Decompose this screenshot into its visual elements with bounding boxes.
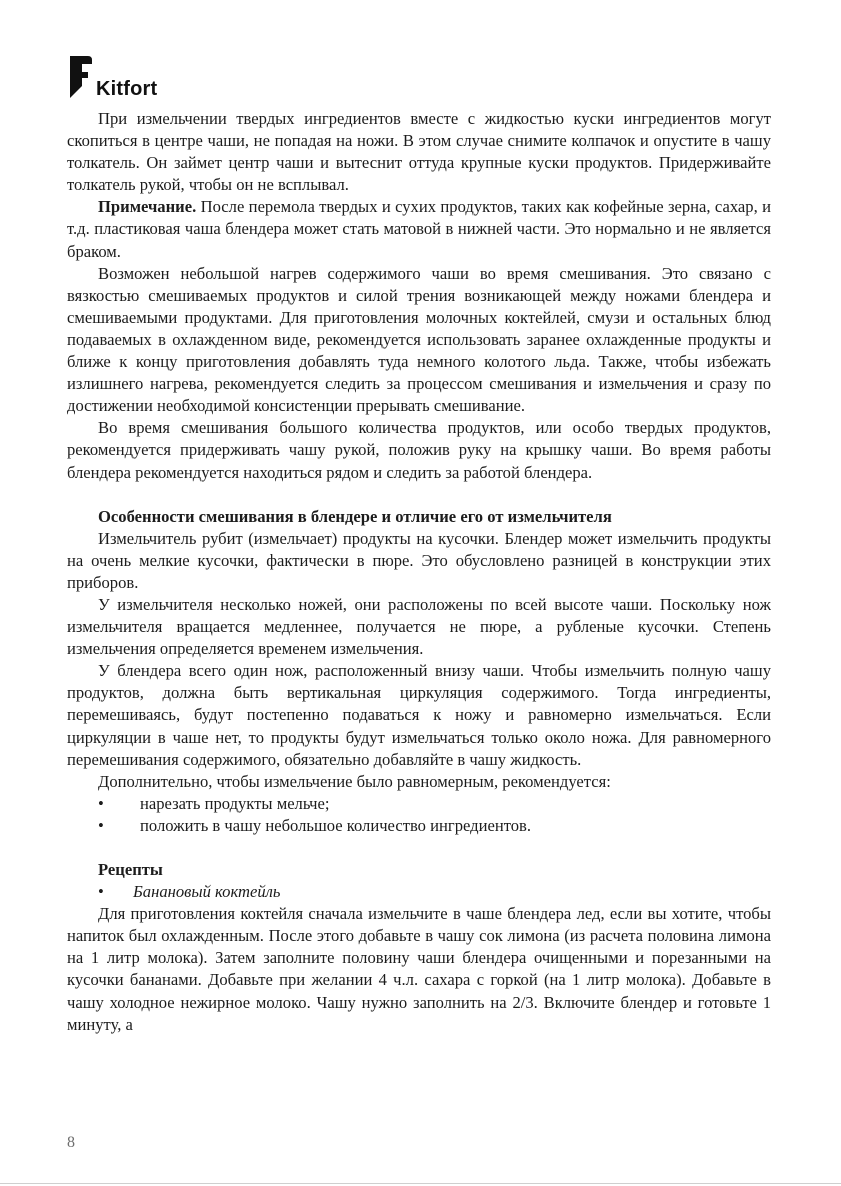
section-heading: Рецепты (98, 860, 163, 879)
list-item-text: нарезать продукты мельче; (140, 793, 330, 813)
brand-name: Kitfort (96, 78, 158, 100)
paragraph: У блендера всего один нож, расположенный внизу чаши. Чтобы измельчить полную чашу продуктов, должна быть вертикальная циркуляция содержимого. Тогда ингредиенты, перемешиваясь, будут постепенно подаваться к ножу и равномерно измельчаться. Если циркуляции в чаше нет, то продукты будут измельчаться только около ножа. Для равномерного перемешивания содержимого, обязательно добавляйте в чашу жидкость. (67, 661, 771, 769)
kitfort-logo-mark-icon (66, 52, 96, 100)
paragraph: У измельчителя несколько ножей, они расположены по всей высоте чаши. Поскольку нож измельчителя вращается медленнее, получается не пюре, а рубленые кусочки. Степень измельчения определяется временем измельчения. (67, 594, 771, 659)
page-number: 8 (67, 1134, 75, 1151)
bottom-divider (0, 1183, 841, 1184)
paragraph: Измельчитель рубит (измельчает) продукты на кусочки. Блендер может измельчить продукты на очень мелкие кусочки, фактически в пюре. Это обусловлено разницей в конструкции этих приборов. (67, 528, 771, 592)
note-label: Примечание. (98, 197, 197, 217)
bullet-icon: • (98, 882, 104, 902)
recipe-title (67, 881, 771, 903)
note-paragraph (67, 196, 771, 262)
bullet-icon: • (98, 793, 104, 813)
section-heading: Особенности смешивания в блендере и отличие его от измельчителя (98, 506, 612, 526)
paragraph: При измельчении твердых ингредиентов вместе с жидкостью куски ингредиентов могут скопиться в центре чаши, не попадая на ножи. В этом случае снимите колпачок и опустите в чашу толкатель. Он займет центр чаши и вытеснит оттуда крупные куски продуктов. Придерживайте толкатель рукой, чтобы он не всплывал. (67, 109, 771, 195)
brand-logo (66, 52, 176, 102)
paragraph: Возможен небольшой нагрев содержимого чаши во время смешивания. Это связано с вязкостью смешиваемых продуктов и силой трения возникающей между ножами блендера и смешиваемыми продуктами. Для приготовления молочных коктейлей, смузи и остальных блюд подаваемых в охлажденном виде, рекомендуется использовать заранее охлажденные продукты и ближе к концу приготовления добавлять туда немного колотого льда. Также, чтобы избежать излишнего нагрева, рекомендуется следить за процессом смешивания и измельчения и сразу по достижении необходимой консистенции прерывать смешивание. (67, 263, 771, 416)
list-item (67, 815, 771, 837)
spacer (67, 837, 771, 859)
paragraph: Дополнительно, чтобы измельчение было равномерным, рекомендуется: (98, 771, 611, 791)
list-item-text: положить в чашу небольшое количество ингредиентов. (140, 815, 532, 835)
recipe-title-text: Банановый коктейль (133, 882, 281, 902)
note-text: После перемола твердых и сухих продуктов, таких как кофейные зерна, сахар, и т.д. пластиковая чаша блендера может стать матовой в нижней части. Это нормально и не является браком. (67, 197, 771, 261)
paragraph: Для приготовления коктейля сначала измельчите в чаше блендера лед, если вы хотите, чтобы напиток был охлажденным. После этого добавьте в чашу сок лимона (из расчета половина лимона на 1 литр молока). Затем заполните половину чаши блендера очищенными и порезанными на кусочки бананами. Добавьте при желании 4 ч.л. сахара с горкой (на 1 литр молока). Добавьте в чашу холодное нежирное молоко. Чашу нужно заполнить на 2/3. Включите блендер и готовьте 1 минуту, а (67, 904, 771, 1034)
document-body (67, 108, 771, 1036)
spacer (67, 484, 771, 506)
list-item (67, 793, 771, 815)
bullet-icon: • (98, 815, 104, 835)
paragraph: Во время смешивания большого количества продуктов, или особо твердых продуктов, рекомендуется придерживать чашу рукой, положив руку на крышку чаши. Во время работы блендера рекомендуется находиться рядом и следить за работой блендера. (67, 418, 771, 482)
bullet-list (67, 793, 771, 837)
